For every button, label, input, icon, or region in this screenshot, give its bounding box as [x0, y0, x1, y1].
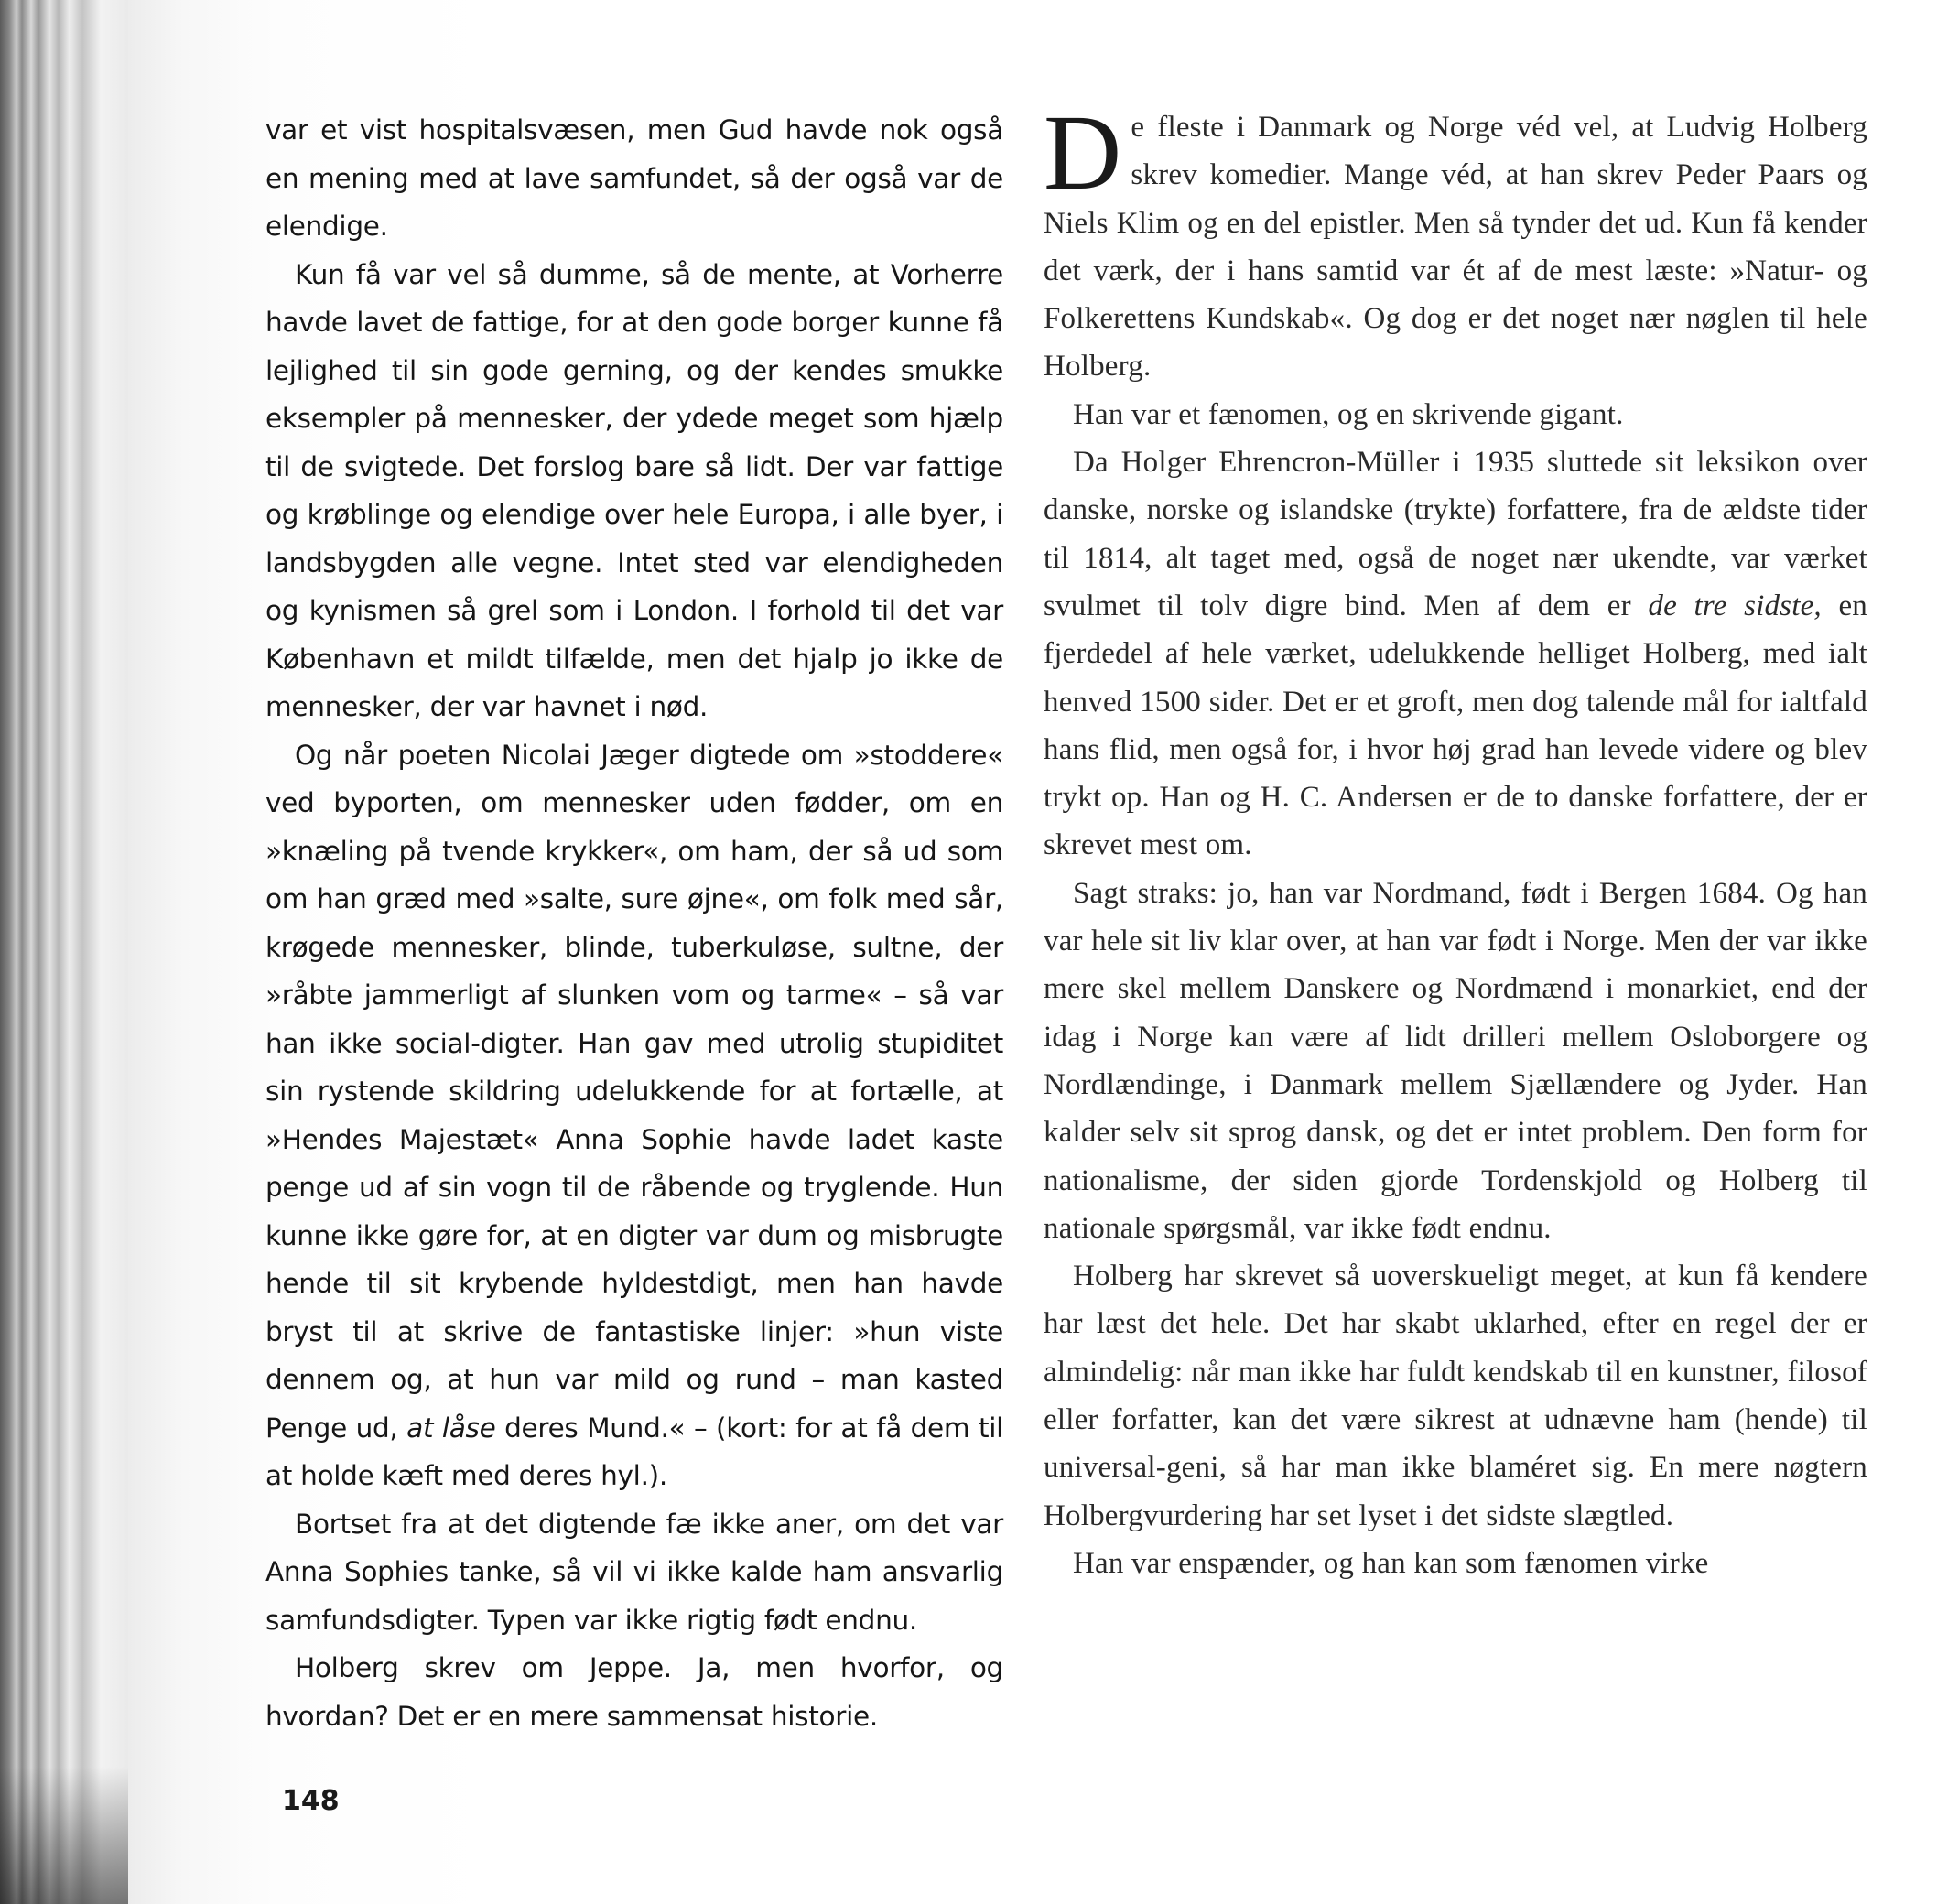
- book-spine-edge: [0, 0, 128, 1904]
- right-paragraph-1: [1044, 92, 1867, 391]
- left-paragraph-3-main: Og når poeten Nicolai Jæger digtede om »stoddere« ved byporten, om mennesker uden fødder, om en »knæling på tvende krykker«, om ham, der så ud som om han græd med »salte, sure øjne«, om folk med sår, krøgede mennesker, blinde, tuberkuløse, sultne, der »råbte jammerligt af slunken vom og tarme« – så var han ikke social-digter. Han gav med utrolig stupiditet sin rystende skildring udelukkende for at fortælle, at »Hendes Majestæt« Anna Sophie havde ladet kaste penge ud af sin vogn til de råbende og tryglende. Hun kunne ikke gøre for, at en digter var dum og misbrugte hende til sit krybende hyldestdigt, men han havde bryst til at skrive de fantastiske linjer: »hun viste dennem og, at hun var mild og rund – man kasted Penge ud,: [265, 739, 1003, 1444]
- left-paragraph-2: Kun få var vel så dumme, så de mente, at Vorherre havde lavet de fattige, for at den gode borger kunne få lejlighed til sin gode gerning, og der kendes smukke eksempler på mennesker, der ydede meget som hjælp til de svigtede. Det forslog bare så lidt. Der var fattige og krøblinge og elendige over hele Europa, i alle byer, i landsbygden alle vegne. Intet sted var elendigheden og kynismen så grel som i London. I forhold til det var København et mildt tilfælde, men det hjalp jo ikke de mennesker, der var havnet i nød.: [265, 258, 1003, 722]
- right-paragraph-3-a: Da Holger Ehrencron-Müller i 1935 sluttede sit leksikon over danske, norske og islandske (trykte) forfattere, fra de ældste tider til 1814, alt taget med, også de noget nær ukendte, var værket svulmet til tolv digre bind. Men af dem er: [1044, 446, 1867, 622]
- right-paragraph-3-b: en fjerdedel af hele værket, udelukkende helliget Holberg, med ialt henved 1500 sider. Det er et groft, men dog talende mål for ialtfald hans flid, men også for, i hvor høj grad han levede videre og blev trykt op. Han og H. C. Andersen er de to danske forfattere, der er skrevet mest om.: [1044, 589, 1868, 862]
- drop-cap: D: [1044, 92, 1122, 212]
- right-text-column: [1044, 92, 1868, 1587]
- left-paragraph-3-italic: at låse: [406, 1412, 496, 1444]
- right-paragraph-2: Han var et fænomen, og en skrivende gigant.: [1073, 397, 1624, 431]
- left-paragraph-3: [265, 731, 1003, 1500]
- left-paragraph-3-tail: deres Mund.« – (kort: for at få dem til at holde kæft med deres hyl.).: [265, 1412, 1004, 1491]
- left-paragraph-5: Holberg skrev om Jeppe. Ja, men hvorfor, og hvordan? Det er en mere sammensat historie.: [265, 1652, 1003, 1732]
- right-paragraph-3: [1044, 438, 1867, 870]
- left-text-column: [265, 106, 1003, 1740]
- right-paragraph-6: Han var enspænder, og han kan som fænomen virke: [1073, 1546, 1709, 1580]
- left-paragraph-1: var et vist hospitalsvæsen, men Gud havde nok også en mening med at lave samfundet, så der også var de elendige.: [265, 114, 1003, 242]
- left-paragraph-4: Bortset fra at det digtende fæ ikke aner, om det var Anna Sophies tanke, så vil vi ikke kalde ham ansvarlig samfundsdigter. Typen var ikke rigtig født endnu.: [265, 1508, 1003, 1636]
- page-number: 148: [282, 1785, 340, 1817]
- right-paragraph-5: Holberg har skrevet så uoverskueligt meget, at kun få kendere har læst det hele. Det har skabt uklarhed, efter en regel der er almindelig: når man ikke har fuldt kendskab til en kunstner, filosof eller forfatter, kan det være sikrest at udnævne ham (hende) til universal-geni, så har man ikke blaméret sig. En mere nøgtern Holbergvurdering har set lyset i det sidste slægtled.: [1044, 1260, 1867, 1532]
- right-paragraph-3-italic: de tre sidste,: [1648, 589, 1822, 622]
- right-paragraph-1-text: e fleste i Danmark og Norge véd vel, at Ludvig Holberg skrev komedier. Mange véd, at han skrev Peder Paars og Niels Klim og en del epistler. Men så tynder det ud. Kun få kender det værk, der i hans samtid var ét af de mest læste: »Natur- og Folkerettens Kundskab«. Og dog er det noget nær nøglen til hele Holberg.: [1044, 111, 1867, 384]
- right-paragraph-4: Sagt straks: jo, han var Nordmand, født i Bergen 1684. Og han var hele sit liv klar over, at han var født i Norge. Men der var ikke mere skel mellem Danskere og Nordmænd i monarkiet, end der idag i Norge kan være af lidt drilleri mellem Osloborgere og Nordlændinge, i Danmark mellem Sjællændere og Jyder. Han kalder selv sit sprog dansk, og det er intet problem. Den form for nationalisme, der siden gjorde Tordenskjold og Holberg til nationale spørgsmål, var ikke født endnu.: [1044, 876, 1867, 1245]
